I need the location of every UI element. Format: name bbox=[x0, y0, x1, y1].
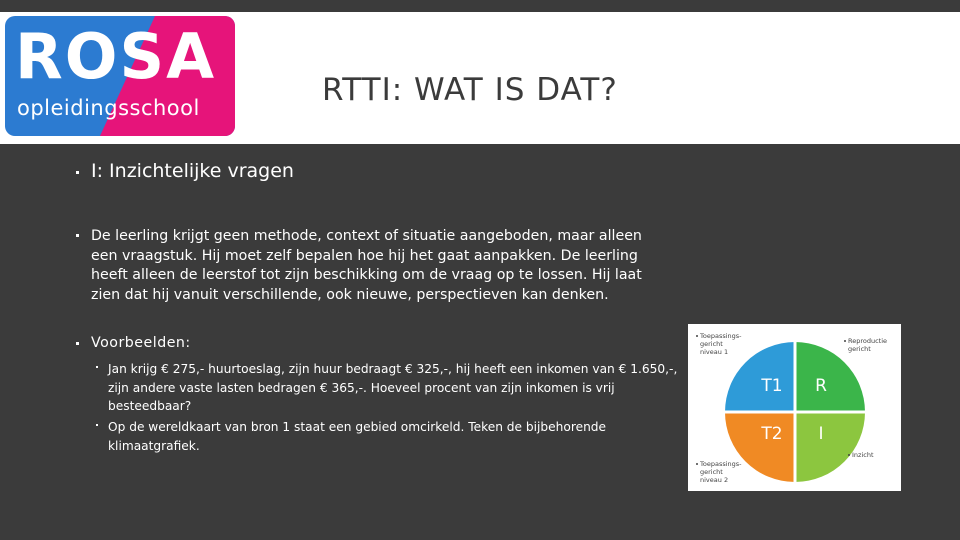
quadrant-label: gericht bbox=[848, 345, 871, 353]
bullet-marker bbox=[76, 234, 79, 237]
quadrant-letter: T1 bbox=[761, 376, 783, 396]
quadrant-i bbox=[795, 412, 865, 482]
example-item: Op de wereldkaart van bron 1 staat een gebied omcirkeld. Teken de bijbehorende klimaatgrafiek. bbox=[108, 420, 607, 453]
quadrant-label: Inzicht bbox=[852, 451, 874, 459]
label-bullet bbox=[696, 463, 698, 465]
bullet-marker bbox=[76, 342, 79, 345]
rtti-quadrant-chart bbox=[688, 324, 901, 491]
examples-label: Voorbeelden: bbox=[91, 335, 191, 351]
logo-brand-text: ROSA bbox=[15, 20, 217, 93]
slide-header bbox=[0, 12, 960, 144]
section-heading: I: Inzichtelijke vragen bbox=[91, 160, 294, 182]
quadrant-letter: T2 bbox=[761, 424, 783, 444]
quadrant-label: Reproductie bbox=[848, 337, 888, 345]
logo-subtitle: opleidingsschool bbox=[17, 96, 200, 120]
quadrant-label: niveau 2 bbox=[700, 476, 729, 484]
page-title: RTTI: WAT IS DAT? bbox=[322, 72, 618, 108]
sub-bullet-marker bbox=[96, 366, 98, 368]
example-item: Jan krijg € 275,- huurtoeslag, zijn huur bedraagt € 325,-, hij heeft een inkomen van € 1.650,-, zijn andere vaste lasten bedragen € 365,-. Hoeveel procent van zijn inkomen is vrij besteedbaar? bbox=[108, 362, 678, 413]
rtti-diagram bbox=[688, 324, 901, 491]
quadrant-label: gericht bbox=[700, 468, 723, 476]
quadrant-t1 bbox=[725, 342, 795, 412]
quadrant-label: Toepassings- bbox=[700, 332, 742, 340]
quadrant-label: Toepassings- bbox=[700, 460, 742, 468]
label-bullet bbox=[844, 340, 846, 342]
top-border bbox=[0, 0, 960, 12]
label-bullet bbox=[848, 454, 850, 456]
quadrant-label: gericht bbox=[700, 340, 723, 348]
bullet-marker bbox=[76, 171, 79, 174]
sub-bullet-marker bbox=[96, 424, 98, 426]
description-paragraph: De leerling krijgt geen methode, context of situatie aangeboden, maar alleen een vraagstuk. Hij moet zelf bepalen hoe hij het gaat aanpakken. De leerling heeft alleen de leerstof tot zijn beschikking om de vraag op te lossen. Hij laat zien dat hij vanuit verschillende, ook nieuwe, perspectieven kan denken. bbox=[91, 228, 642, 303]
quadrant-label: niveau 1 bbox=[700, 348, 729, 356]
rosa-logo bbox=[5, 16, 235, 136]
quadrant-letter: I bbox=[818, 424, 824, 444]
quadrant-t2 bbox=[725, 412, 795, 482]
quadrant-letter: R bbox=[815, 376, 827, 396]
label-bullet bbox=[696, 335, 698, 337]
